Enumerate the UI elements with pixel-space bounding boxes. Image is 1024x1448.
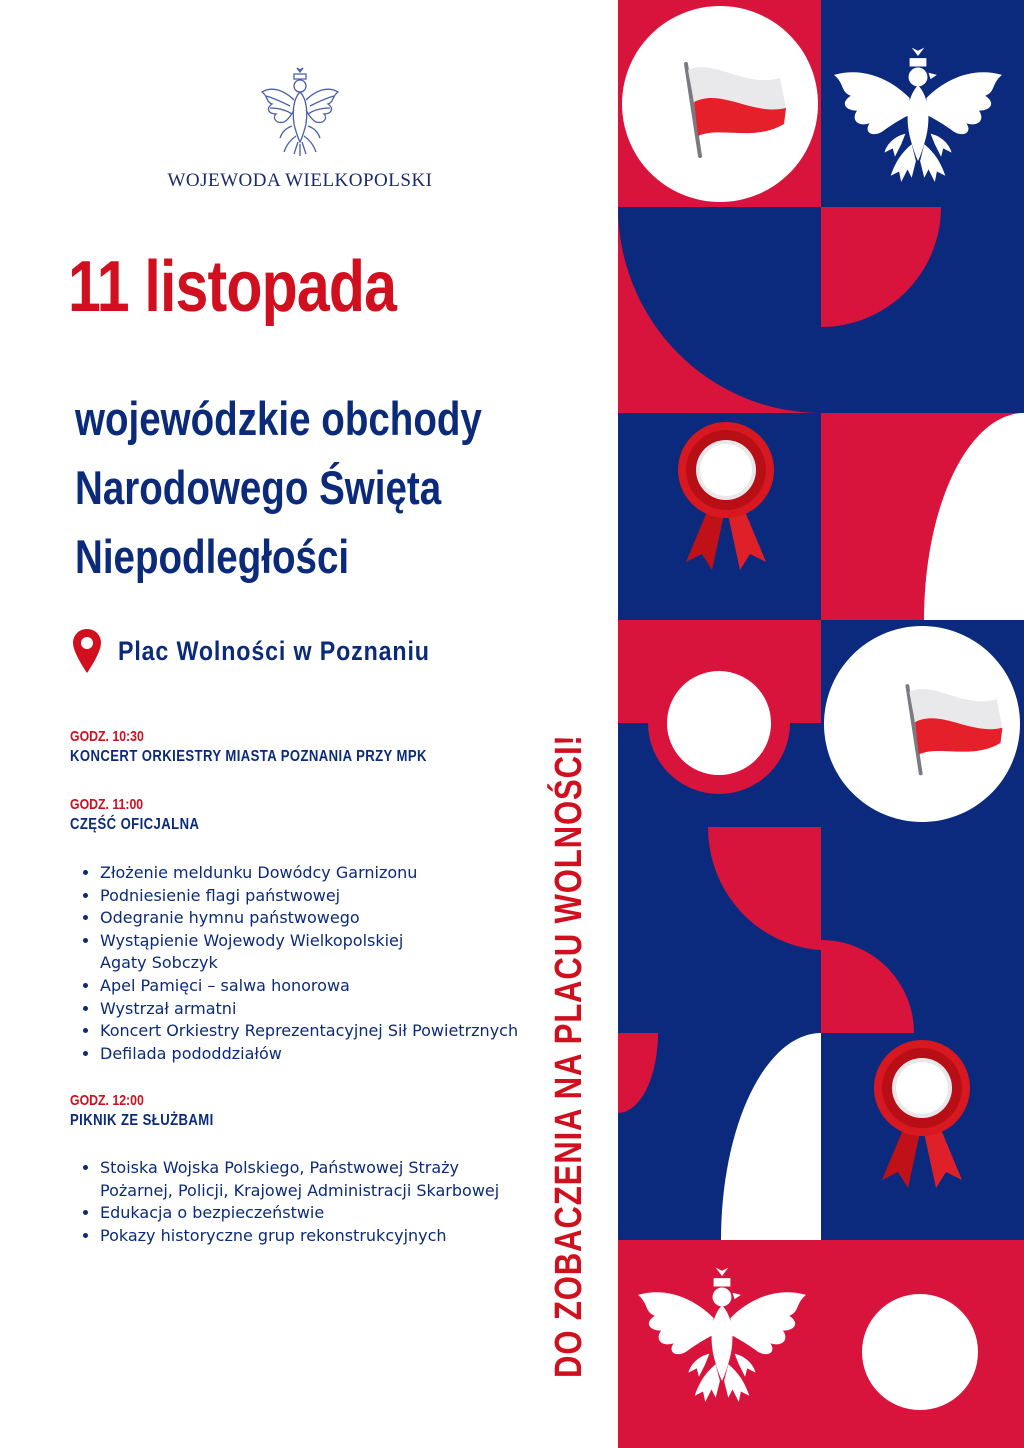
schedule-block [70,728,505,766]
event-headline [75,384,583,591]
map-pin-icon [72,628,102,674]
list-item: • Wystrzał armatni [100,998,570,1021]
headline-line: Niepodległości [75,530,350,583]
list-item: • Odegranie hymnu państwowego [100,907,570,930]
list-item-continuation: Agaty Sobczyk [100,953,218,973]
list-item-continuation: Pożarnej, Policji, Krajowej Administracji Skarbowej [100,1180,500,1200]
location-text: Plac Wolności w Poznaniu [118,635,430,666]
schedule-block [70,1092,245,1130]
schedule-time: GODZ. 11:00 [70,796,144,813]
slogan-text: DO ZOBACZENIA NA PLACU WOLNOŚCI! [548,734,590,1378]
picnic-list [82,1157,570,1247]
schedule-event: KONCERT ORKIESTRY MIASTA POZNANIA PRZY MPK [70,748,427,765]
list-item: • Wystąpienie Wojewody Wielkopolskiej [100,930,570,953]
schedule-time: GODZ. 12:00 [70,1092,144,1109]
list-item: • Defilada pododdziałów [100,1043,570,1066]
schedule-event: CZĘŚĆ OFICJALNA [70,816,200,833]
decorative-pattern [618,0,1024,1448]
list-item: • Pokazy historyczne grup rekonstrukcyjnych [100,1225,570,1248]
schedule-event: PIKNIK ZE SŁUŻBAMI [70,1112,214,1129]
white-eagle-emblem-icon [258,66,342,158]
event-location [72,628,481,674]
list-item: • Podniesienie flagi państwowej [100,885,570,908]
list-item: • Koncert Orkiestry Reprezentacyjnej Sił Powietrznych [100,1020,570,1043]
list-item: • Złożenie meldunku Dowódcy Garnizonu [100,862,570,885]
list-item: • Apel Pamięci – salwa honorowa [100,975,570,998]
headline-line: wojewódzkie obchody [75,392,482,445]
list-item: • Stoiska Wojska Polskiego, Państwowej Straży [100,1157,570,1180]
schedule-block [70,796,228,834]
list-item: • Edukacja o bezpieczeństwie [100,1202,570,1225]
headline-line: Narodowego Święta [75,461,442,514]
event-date: 11 listopada [68,247,397,327]
authority-name: WOJEWODA WIELKOPOLSKI [167,170,433,191]
slogan-vertical [548,593,591,1378]
schedule-time: GODZ. 10:30 [70,728,144,745]
official-part-list [82,862,570,1065]
